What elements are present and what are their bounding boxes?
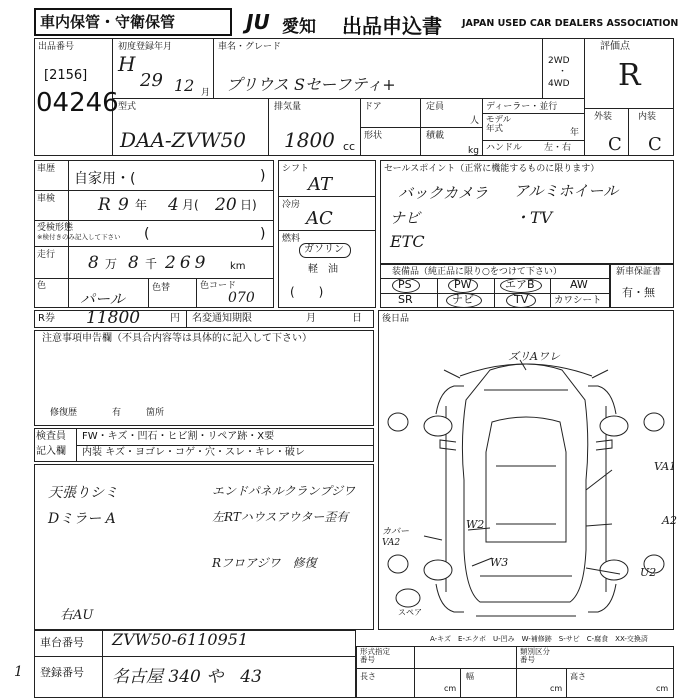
interior-label: 内装 <box>638 112 657 122</box>
category-label: 類別区分 番号 <box>520 647 550 664</box>
model-year-label: モデル 年式 <box>486 115 512 134</box>
tire-front-left-2 <box>388 413 408 431</box>
notes-box <box>34 330 374 426</box>
inspection-year-unit: 年 <box>135 198 148 212</box>
tire-front-right <box>600 416 628 436</box>
chassis-label: 車台番号 <box>40 636 84 649</box>
color-change-label: 色替 <box>152 283 171 293</box>
fuel-gas: ガソリン <box>304 244 344 255</box>
recycle-unit: 円 <box>170 313 180 324</box>
pw-circle <box>448 278 478 293</box>
inspection-year: 9 <box>118 195 129 215</box>
model-year-unit: 年 <box>570 128 580 138</box>
mileage-man: 8 <box>88 253 99 273</box>
name-change-day: 日 <box>352 313 362 324</box>
damage-legend: A-キズ E-エクボ U-凹み W-補修跡 S-サビ C-腐食 XX-交換済 <box>430 635 648 643</box>
sales-point-1: バックカメラ <box>398 184 489 202</box>
navi-circle <box>446 293 482 308</box>
note-6: 右AU <box>60 608 94 623</box>
shift-value: AT <box>308 174 333 195</box>
plate-label: 登録番号 <box>40 666 84 679</box>
mark-cover: カバー <box>382 527 410 537</box>
plate-value: 名古屋 340 や 43 <box>112 667 262 687</box>
length-unit: cm <box>444 684 457 693</box>
assoc-name: JAPAN USED CAR DEALERS ASSOCIATION <box>462 18 679 29</box>
note-5: Rフロアジワ 修復 <box>212 556 317 570</box>
width-label: 幅 <box>466 672 474 681</box>
note-1: 天張りシミ <box>48 485 118 501</box>
history-close: ) <box>260 168 266 184</box>
car-name-value: プリウス Sセーフティ+ <box>226 75 396 94</box>
tire-front-right-2 <box>644 413 664 431</box>
car-damage-diagram <box>380 330 672 630</box>
ac-label: 冷房 <box>282 200 301 210</box>
mileage-man-unit: 万 <box>105 257 118 271</box>
received-label: 受検形態 <box>37 223 74 233</box>
sales-point-5: ETC <box>390 232 425 251</box>
model-value: DAA-ZVW50 <box>120 128 247 152</box>
equip-tv: TV <box>514 293 529 306</box>
repair-label: 修復歴 <box>50 408 78 418</box>
lot-number: 04246 <box>36 88 119 118</box>
inspection-day-unit: 日) <box>240 198 257 212</box>
mileage-sen-unit: 千 <box>145 257 158 271</box>
form-type-label: 形式指定 番号 <box>360 647 390 664</box>
inspection-month: 4 <box>168 195 179 215</box>
mileage-sen: 8 <box>128 253 139 273</box>
equip-aw: AW <box>570 278 588 291</box>
chassis-value: ZVW50-6110951 <box>112 630 249 649</box>
name-change-month: 月 <box>306 313 316 324</box>
exterior-label: 外装 <box>594 112 613 122</box>
inspector-label: 検査員 <box>36 431 66 442</box>
ps-circle <box>392 278 420 293</box>
note-4: 左RTハウスアウター歪有 <box>212 510 349 524</box>
height-unit: cm <box>656 684 669 693</box>
inspector-label-2: 記入欄 <box>36 446 66 457</box>
sales-point-3: ナビ <box>390 209 421 227</box>
ju-logo: JU <box>246 10 270 34</box>
inspection-label: 車検 <box>37 194 56 204</box>
mileage-rest: 269 <box>165 253 210 273</box>
first-reg-month-suffix: 月 <box>201 88 211 98</box>
spare-tire <box>396 589 420 607</box>
received-close: ) <box>260 226 266 242</box>
color-value: パール <box>80 290 125 308</box>
note-3: エンドパネルクランプジワ <box>212 484 356 498</box>
height-label: 高さ <box>570 672 586 681</box>
score-value: R <box>618 58 641 93</box>
storage-label: 車内保管・守衛保管 <box>40 13 176 31</box>
note-2: Dミラー A <box>48 511 116 527</box>
mark-a2: A2 <box>662 514 677 527</box>
handle-value: 左・右 <box>544 143 572 153</box>
spare-label: スペア <box>398 608 422 617</box>
tire-rear-left <box>424 560 452 580</box>
sales-point-4: ・TV <box>514 208 553 227</box>
tv-circle <box>506 293 536 308</box>
load-unit: kg <box>468 146 479 156</box>
name-change-label: 名変通知期限 <box>192 313 252 324</box>
mark-w3: W3 <box>490 556 509 569</box>
interior-score: C <box>648 134 662 155</box>
lot-bracket: [2156] <box>44 68 88 83</box>
car-name-label: 車名・グレード <box>218 42 282 52</box>
mark-u2: U2 <box>640 566 657 579</box>
exterior-score: C <box>608 134 622 155</box>
received-note: ※検付きのみ記入して下さい <box>37 233 121 241</box>
door-label: ドア <box>364 102 382 112</box>
airbag-circle <box>500 278 542 293</box>
model-label: 型式 <box>118 102 137 112</box>
sales-point-label: セールスポイント（正常に機能するものに限ります） <box>384 164 600 174</box>
equip-sr: SR <box>398 293 413 306</box>
width-unit: cm <box>550 684 563 693</box>
equip-navi: ナビ <box>452 293 474 306</box>
equip-pw: PW <box>454 278 472 291</box>
equip-leather: カワシート <box>554 295 602 306</box>
fuel-diesel: 軽 油 <box>308 264 338 275</box>
left-margin-mark: 1 <box>14 664 23 680</box>
lot-label: 出品番号 <box>38 42 75 52</box>
repair-value: 有 <box>112 408 122 418</box>
tire-front-left <box>424 416 452 436</box>
drive-2wd: 2WD <box>548 56 570 66</box>
color-label: 色 <box>37 281 47 291</box>
warranty-label: 新車保証書 <box>616 267 662 277</box>
mark-va2: VA2 <box>382 538 401 548</box>
equip-airbag: エアB <box>505 278 535 291</box>
ac-value: AC <box>306 208 333 229</box>
inspection-day: 20 <box>215 195 237 215</box>
bottom-right-grid <box>356 646 674 698</box>
received-open: ( <box>144 226 150 242</box>
drive-dot: ・ <box>558 67 568 77</box>
history-value: 自家用・( <box>74 171 136 187</box>
notes-label: 注意事項申告欄（不具合内容等は具体的に記入して下さい） <box>42 333 312 344</box>
form-title: 出品申込書 <box>342 14 442 38</box>
displacement-label: 排気量 <box>274 102 302 112</box>
later-items-label: 後日品 <box>382 314 410 324</box>
warranty-value: 有・無 <box>622 286 655 299</box>
mileage-unit: km <box>230 261 246 272</box>
shape-label: 形状 <box>364 131 383 141</box>
shift-label: シフト <box>282 164 310 174</box>
first-reg-year: 29 <box>140 70 163 91</box>
score-label: 評価点 <box>600 41 630 52</box>
equipment-label: 装備品（純正品に限り○をつけて下さい） <box>392 267 562 277</box>
dealer-label: ディーラー・並行 <box>486 102 558 112</box>
displacement-unit: cc <box>343 140 356 153</box>
org-name: 愛知 <box>282 17 316 37</box>
equip-ps: PS <box>398 278 412 291</box>
mark-va1: VA1 <box>654 460 677 473</box>
mileage-label: 走行 <box>37 250 56 260</box>
inspection-era: R <box>98 195 111 215</box>
fuel-label: 燃料 <box>282 234 301 244</box>
recycle-label: R券 <box>38 313 55 324</box>
load-label: 積載 <box>426 131 445 141</box>
mark-front: ズリAワレ <box>508 350 560 363</box>
recycle-value: 11800 <box>86 308 141 328</box>
color-code-value: 070 <box>228 290 255 306</box>
capacity-unit: 人 <box>470 116 480 126</box>
first-reg-month: 12 <box>174 76 195 95</box>
inspector-row1: FW・キズ・凹石・ヒビ割・リペア跡・X要 <box>82 431 275 442</box>
fuel-other: ( ) <box>290 285 324 299</box>
repair-close: 箇所 <box>146 408 165 418</box>
first-reg-era: H <box>118 52 136 76</box>
drive-4wd: 4WD <box>548 79 570 89</box>
tire-rear-left-2 <box>388 555 408 573</box>
first-reg-label: 初度登録年月 <box>118 42 173 52</box>
inspector-row2: 内装 キズ・ヨゴレ・コゲ・穴・スレ・キレ・破レ <box>82 447 305 458</box>
inspection-month-unit: 月( <box>182 198 199 212</box>
handle-label: ハンドル <box>486 143 523 153</box>
mark-w2: W2 <box>466 518 485 531</box>
length-label: 長さ <box>360 672 376 681</box>
color-code-label: 色コード <box>200 281 237 291</box>
capacity-label: 定員 <box>426 102 445 112</box>
history-label: 車歴 <box>37 164 56 174</box>
displacement-value: 1800 <box>284 128 335 152</box>
sales-point-2: アルミホイール <box>514 182 619 200</box>
tire-rear-right <box>600 560 628 580</box>
